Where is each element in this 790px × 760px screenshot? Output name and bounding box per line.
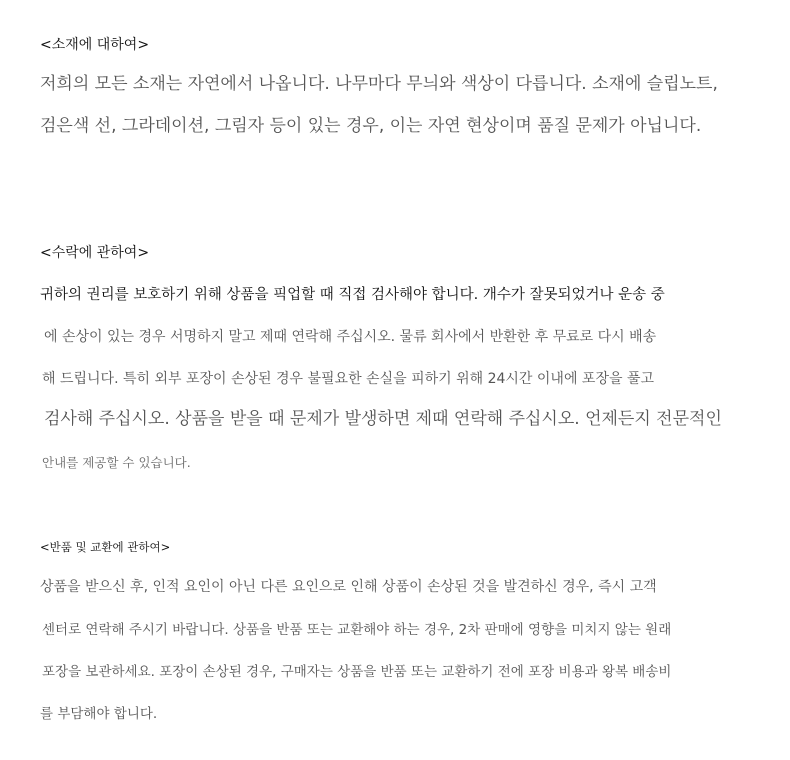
receipt-text-line: 에 손상이 있는 경우 서명하지 말고 제때 연락해 주십시오. 물류 회사에서 반환한 후 무료로 다시 배송 [44, 329, 657, 345]
return-text-line: 상품을 받으신 후, 인적 요인이 아닌 다른 요인으로 인해 상품이 손상된 것을 발견하신 경우, 즉시 고객 [40, 579, 657, 595]
material-text-line: 검은색 선, 그라데이션, 그림자 등이 있는 경우, 이는 자연 현상이며 품질 문제가 아닙니다. [40, 116, 702, 136]
material-section-heading: <소재에 대하여> [40, 37, 150, 53]
receipt-text-line: 귀하의 권리를 보호하기 위해 상품을 픽업할 때 직접 검사해야 합니다. 개수가 잘못되었거나 운송 중 [40, 287, 665, 303]
receipt-text-line: 안내를 제공할 수 있습니다. [42, 455, 191, 470]
receipt-section-heading: <수락에 관하여> [40, 245, 150, 261]
return-text-line: 센터로 연락해 주시기 바랍니다. 상품을 반품 또는 교환해야 하는 경우, 2차 판매에 영향을 미치지 않는 원래 [42, 622, 672, 638]
return-text-line: 포장을 보관하세요. 포장이 손상된 경우, 구매자는 상품을 반품 또는 교환하기 전에 포장 비용과 왕복 배송비 [42, 664, 672, 680]
return-text-line: 를 부담해야 합니다. [40, 706, 158, 722]
return-section-heading: <반품 및 교환에 관하여> [40, 540, 171, 554]
material-text-line: 저희의 모든 소재는 자연에서 나옵니다. 나무마다 무늬와 색상이 다릅니다. 소재에 슬립노트, [40, 74, 718, 94]
receipt-text-line: 검사해 주십시오. 상품을 받을 때 문제가 발생하면 제때 연락해 주십시오. 언제든지 전문적인 [44, 409, 722, 429]
receipt-text-line: 해 드립니다. 특히 외부 포장이 손상된 경우 불필요한 손실을 피하기 위해 24시간 이내에 포장을 풀고 [42, 371, 655, 387]
